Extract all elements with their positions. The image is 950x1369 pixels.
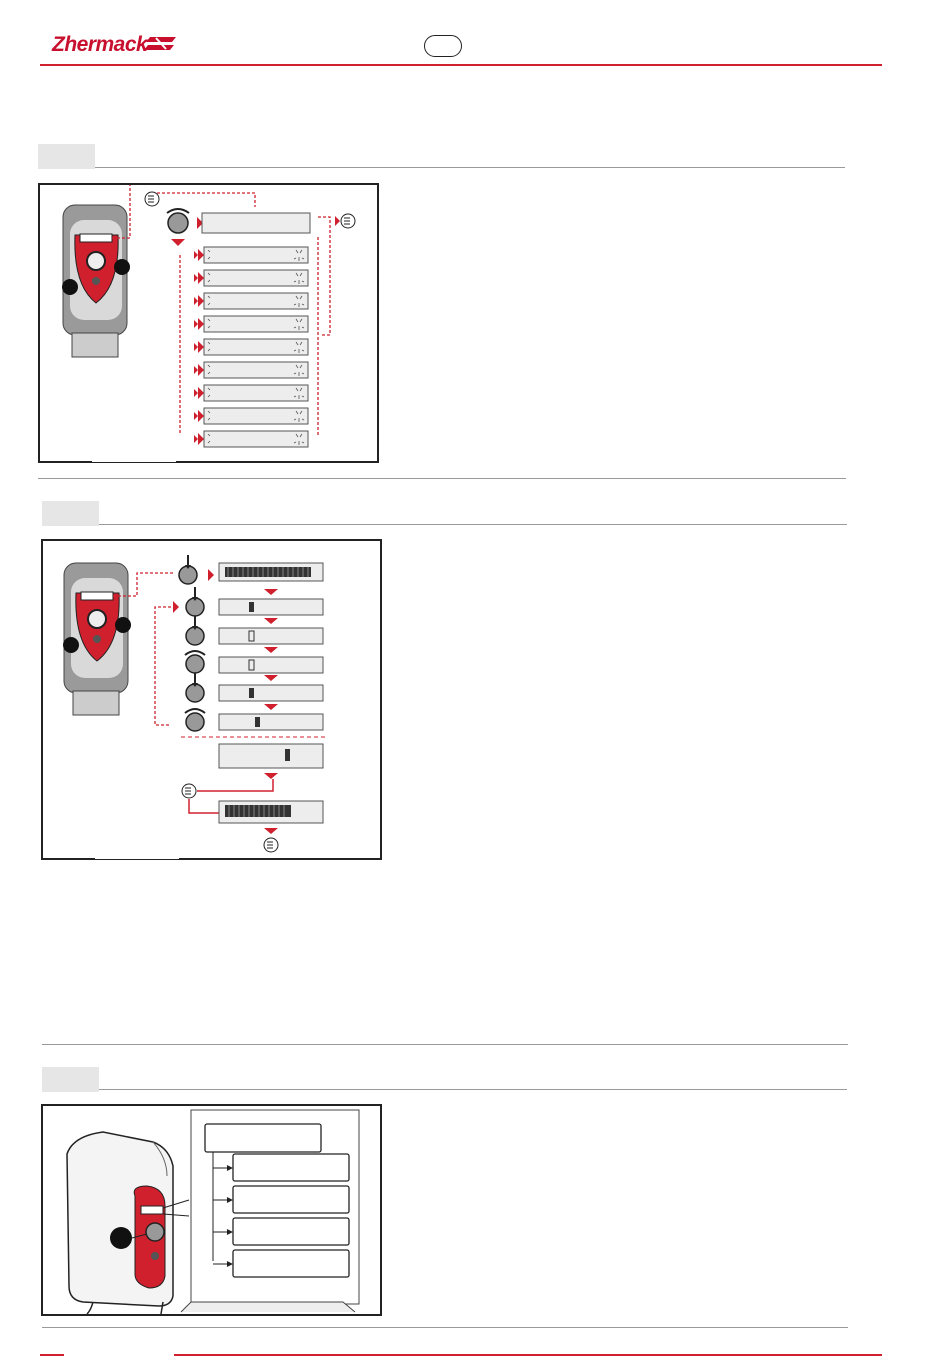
lcd-display-icon <box>204 247 308 447</box>
figure-1-panel <box>38 183 379 463</box>
footer-rule-right <box>174 1354 882 1356</box>
panel-1-caption-gap <box>92 456 176 462</box>
menu-icon <box>182 784 196 798</box>
section-rule-1 <box>95 167 845 168</box>
header-rule <box>40 64 882 66</box>
brand-logo: Zhermack <box>52 33 148 56</box>
section-divider-3 <box>42 1327 848 1328</box>
knob-rotate-icon <box>167 209 203 246</box>
menu-icon <box>341 214 355 228</box>
section-tab-2 <box>42 501 99 526</box>
panel-2-caption-gap <box>95 853 179 859</box>
figure-3-panel <box>41 1104 382 1316</box>
knob-press-icon <box>179 555 204 702</box>
device-icon <box>63 563 131 715</box>
figure-1-diagram <box>40 185 377 461</box>
device-icon <box>62 205 130 357</box>
language-badge <box>424 35 462 57</box>
menu-icon <box>145 192 159 206</box>
figure-2-diagram <box>43 541 380 858</box>
menu-icon <box>264 838 278 852</box>
device-icon <box>67 1132 173 1314</box>
footer-rule-left <box>40 1354 64 1356</box>
section-rule-2 <box>99 524 847 525</box>
progress-bar-icon <box>219 801 323 823</box>
menu-tree-icon <box>181 1110 359 1312</box>
figure-2-panel <box>41 539 382 860</box>
section-divider-2 <box>42 1044 848 1045</box>
figure-3-diagram <box>43 1106 380 1314</box>
section-divider-1 <box>38 478 846 479</box>
progress-bar-icon <box>219 563 323 581</box>
section-tab-3 <box>42 1067 99 1092</box>
brand-logo-mark-icon <box>144 36 178 52</box>
section-rule-3 <box>99 1089 847 1090</box>
section-tab-1 <box>38 144 95 169</box>
